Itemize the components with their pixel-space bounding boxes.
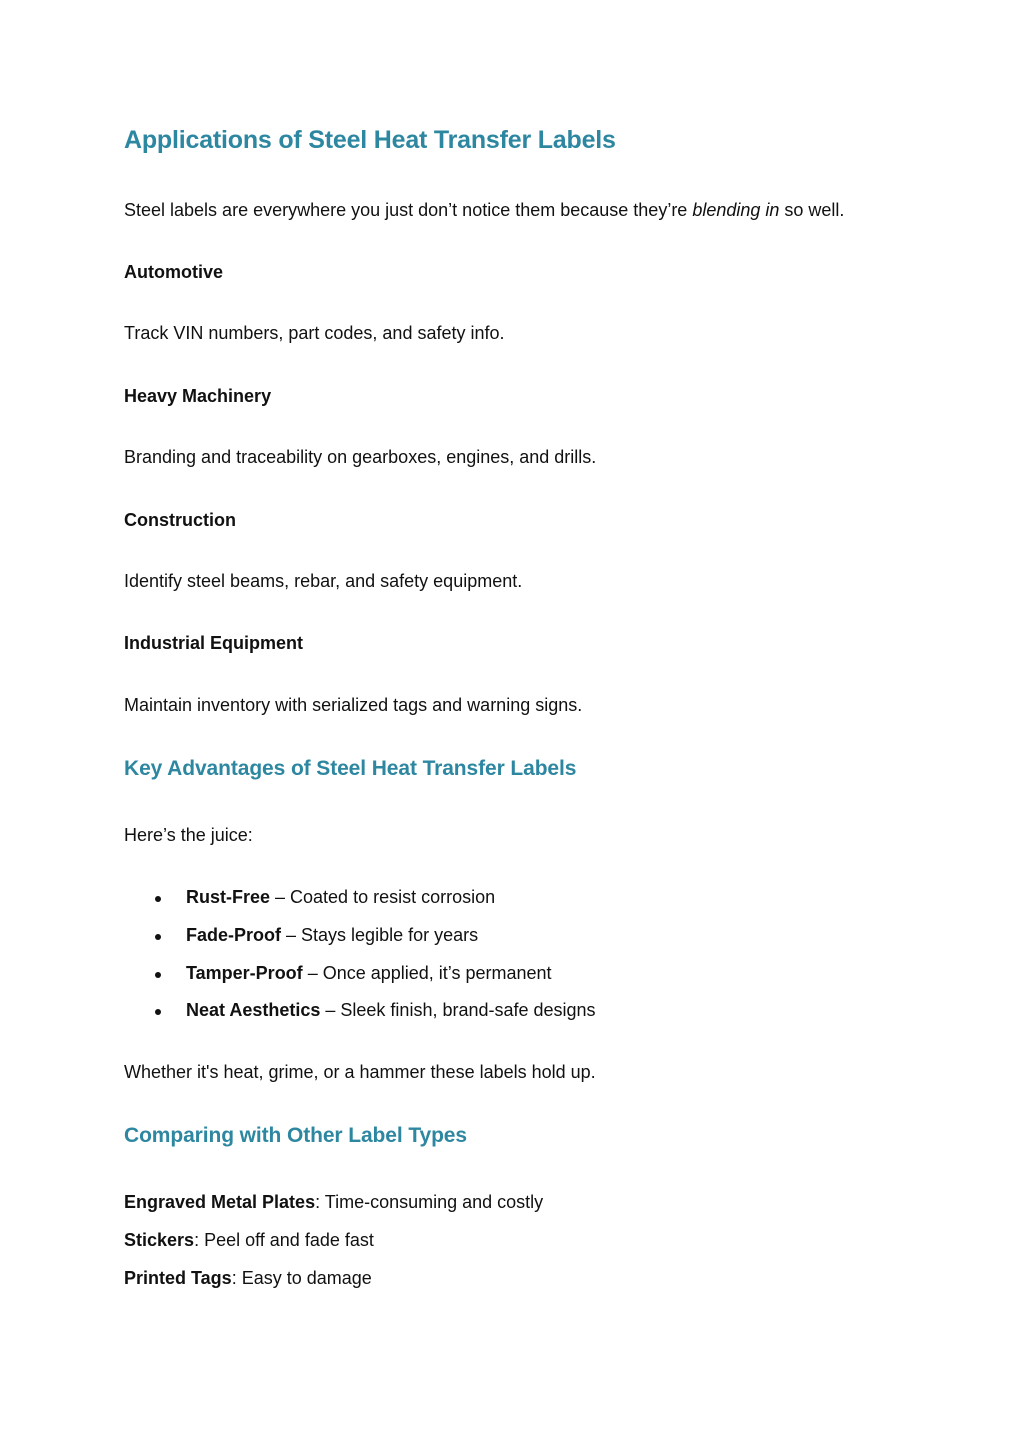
section-title-applications: Applications of Steel Heat Transfer Labels xyxy=(124,126,616,154)
subheading-industrial-equipment: Industrial Equipment xyxy=(124,633,304,653)
list-item xyxy=(186,1000,596,1021)
comparison-desc: : Easy to damage xyxy=(231,1268,372,1288)
bullet-icon xyxy=(155,972,161,978)
list-item xyxy=(186,963,552,984)
intro-text-italic: blending in xyxy=(692,200,780,220)
list-item xyxy=(186,925,478,946)
list-item-desc: – Once applied, it’s permanent xyxy=(302,963,552,983)
section-title-comparing: Comparing with Other Label Types xyxy=(124,1124,467,1147)
list-item-desc: – Sleek finish, brand-safe designs xyxy=(320,1000,596,1020)
list-item-term: Neat Aesthetics xyxy=(186,1000,321,1020)
comparison-desc: : Peel off and fade fast xyxy=(194,1230,374,1250)
comparison-term: Engraved Metal Plates xyxy=(124,1192,316,1212)
applications-intro xyxy=(124,200,844,221)
intro-text-before: Steel labels are everywhere you just don’t notice them because they’re xyxy=(124,200,693,220)
advantages-outro: Whether it's heat, grime, or a hammer these labels hold up. xyxy=(124,1062,596,1082)
advantages-intro: Here’s the juice: xyxy=(124,825,253,845)
subheading-automotive: Automotive xyxy=(124,262,223,282)
list-item-desc: – Coated to resist corrosion xyxy=(270,887,496,907)
paragraph-industrial-equipment: Maintain inventory with serialized tags and warning signs. xyxy=(124,695,583,715)
bullet-icon xyxy=(155,896,161,902)
bullet-icon xyxy=(155,1009,161,1015)
subheading-heavy-machinery: Heavy Machinery xyxy=(124,386,272,406)
comparison-line xyxy=(124,1230,374,1251)
intro-text-after: so well. xyxy=(779,200,845,220)
list-item xyxy=(186,887,495,908)
list-item-term: Rust-Free xyxy=(186,887,271,907)
list-item-term: Tamper-Proof xyxy=(186,963,303,983)
comparison-term: Stickers xyxy=(124,1230,195,1250)
comparison-line xyxy=(124,1192,543,1213)
paragraph-construction: Identify steel beams, rebar, and safety equipment. xyxy=(124,571,523,591)
list-item-term: Fade-Proof xyxy=(186,925,282,945)
comparison-desc: : Time-consuming and costly xyxy=(315,1192,544,1212)
section-title-advantages: Key Advantages of Steel Heat Transfer Labels xyxy=(124,757,577,780)
comparison-term: Printed Tags xyxy=(124,1268,232,1288)
list-item-desc: – Stays legible for years xyxy=(281,925,479,945)
comparison-line xyxy=(124,1268,372,1289)
paragraph-heavy-machinery: Branding and traceability on gearboxes, engines, and drills. xyxy=(124,447,597,467)
paragraph-automotive: Track VIN numbers, part codes, and safety info. xyxy=(124,323,505,343)
subheading-construction: Construction xyxy=(124,510,236,530)
bullet-icon xyxy=(155,934,161,940)
